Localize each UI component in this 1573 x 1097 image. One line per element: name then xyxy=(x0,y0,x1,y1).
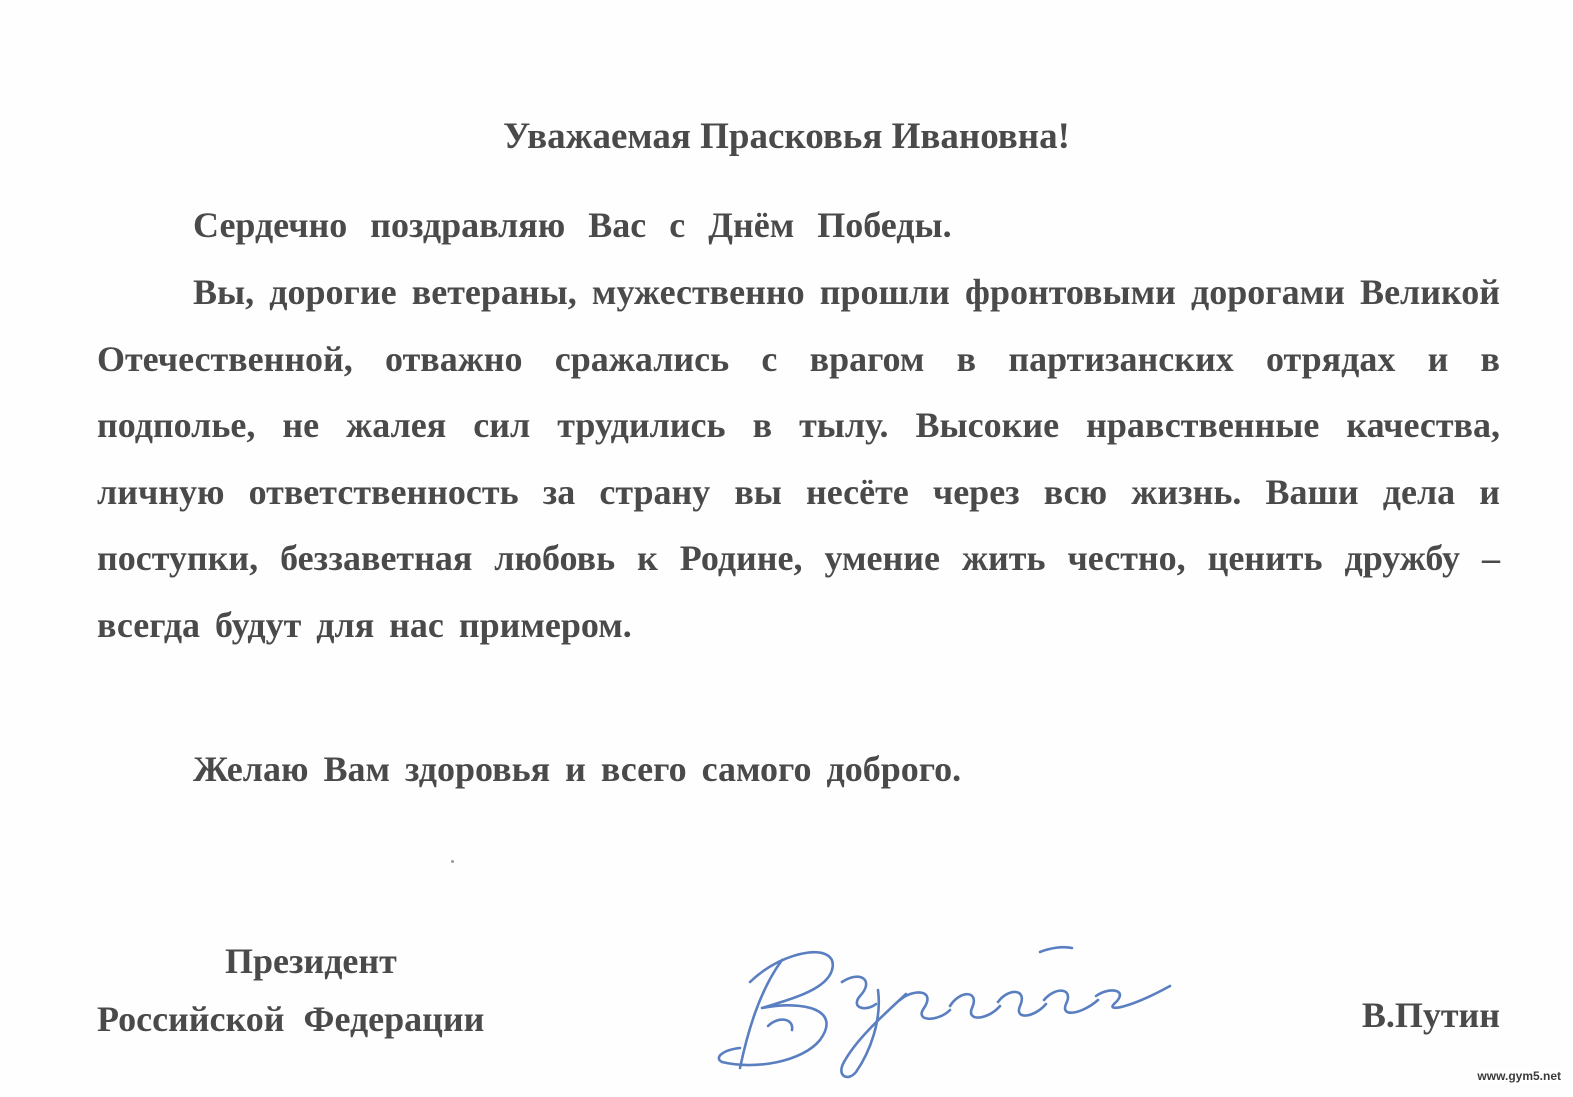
signatory-title-line2: Российской Федерации xyxy=(97,999,485,1039)
signatory-title xyxy=(97,932,484,1048)
handwritten-signature xyxy=(710,930,1190,1080)
signatory-name: В.Путин xyxy=(1361,995,1500,1035)
signatory-title-line1: Президент xyxy=(225,941,397,981)
paragraph-wishes: Желаю Вам здоровья и всего самого доброго. xyxy=(193,749,962,789)
paper-speck xyxy=(451,860,454,863)
paragraph-main: Вы, дорогие ветераны, мужественно прошли фронтовыми дорогами Великой Отечественной, отважно сражались с врагом в партизанских отрядах и в подполье, не жалея сил трудились в тылу. Высокие нравственные качества, личную ответственность за страну вы несёте через всю жизнь. Ваши дела и поступки, беззаветная любовь к Родине, умение жить честно, ценить дружбу – всегда будут для нас примером. xyxy=(97,272,1500,645)
paragraph-congratulation: Сердечно поздравляю Вас с Днём Победы. xyxy=(193,205,952,245)
watermark-text: www.gym5.net xyxy=(1477,1069,1561,1083)
salutation: Уважаемая Прасковья Ивановна! xyxy=(503,116,1070,157)
